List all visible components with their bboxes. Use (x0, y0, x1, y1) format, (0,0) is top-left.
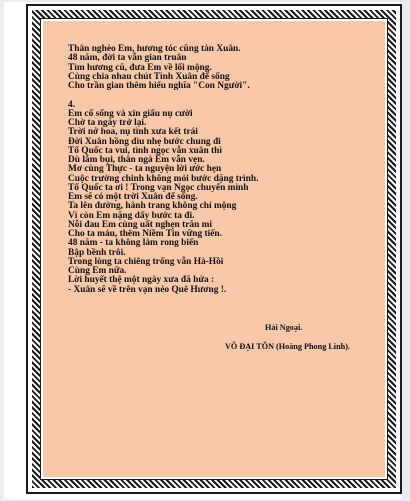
poem-line: 48 năm - ta không làm rong biển (68, 238, 199, 249)
poem-line: Vì còn Em nặng dấy bước ta đi. (68, 210, 195, 221)
poem-line: Tổ Quốc ta vui, tình ngọc vẫn xuân thì (68, 145, 222, 156)
poem-line: Cho trần gian thêm hiểu nghĩa "Con Người". (68, 81, 250, 91)
poem-line: Cùng chia nhau chút Tình Xuân để sống (68, 71, 230, 82)
poem-line: Tổ Quốc ta ơi ! Trong vạn Ngọc chuyển mình (68, 182, 249, 193)
poem-line: Ta lên đường, hành trang không chỉ mộng (68, 201, 237, 212)
document-page (4, 2, 402, 499)
poem-line: Tìm hương cũ, đưa Em về lối mộng. (68, 62, 212, 73)
signature-author: VÕ ĐẠI TÔN (Hoàng Phong Linh). (225, 342, 350, 351)
poem-line: 48 năm, đời ta vẫn gian truân (68, 53, 187, 64)
stanza-gap (68, 91, 368, 100)
poem-line: Chờ ta ngày trở lại. (68, 118, 147, 128)
poem-line: Em cố sống và xin giấu nụ cười (68, 108, 193, 119)
poem-line: Thân nghèo Em, hương tóc cũng tàn Xuân. (68, 44, 241, 54)
poem-line: - Xuân sẽ về trên vạn nẻo Quê Hương !. (68, 284, 227, 295)
poem-line: Mơ cùng Thực - ta nguyện lời ước hẹn (68, 164, 222, 175)
poem-line: Nỗi đau Em cùng uất nghẹn trăn mi (68, 219, 213, 230)
poem-line: Trời nở hoa, nụ tình xưa kết trái (68, 127, 198, 138)
poem-text (68, 45, 368, 295)
decorative-border (26, 4, 402, 494)
stanza-number: 4. (68, 99, 76, 110)
poem-line: Cùng Em nữa. (68, 266, 127, 276)
poem-line: Cuộc trường chinh không mỏi bước dặng trình. (68, 173, 259, 184)
signature-place: Hải Ngoại. (265, 323, 303, 332)
poem-line: Em sẽ có một trời Xuân để sống. (68, 192, 198, 202)
poem-content-area (43, 21, 385, 477)
poem-line: Cho ta máu, thêm Niềm Tin vững tiến. (68, 229, 222, 239)
poem-line: Lời huyết thệ một ngày xưa đã hứa : (68, 275, 215, 286)
poem-line: Dù lắm bụi, thân ngà Em vẫn vẹn. (68, 155, 205, 165)
poem-line: Trong lòng ta chiêng trống vẫn Hà-Hồi (68, 256, 224, 267)
poem-line: Đời Xuân hồng dìu nhẹ bước chung đi (68, 136, 221, 147)
poem-line: Bập bềnh trôi. (68, 247, 126, 258)
